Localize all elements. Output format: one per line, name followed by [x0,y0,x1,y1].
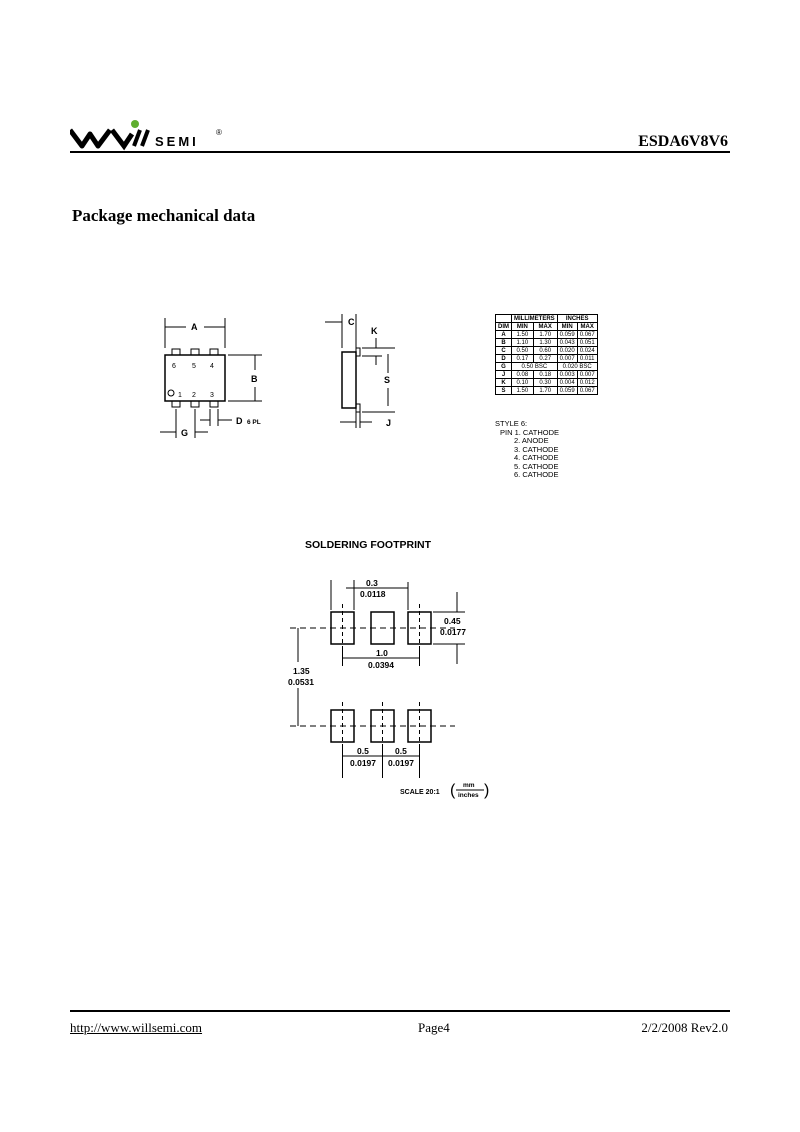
pin-label-3: 3 [210,392,214,399]
pin-style-line: 2. ANODE [514,436,549,445]
cell-mm-min: 1.10 [512,339,534,347]
cell-in-max: 0.012 [577,379,597,387]
cell-in-max: 0.051 [577,339,597,347]
cell-mm-max: 0.60 [533,347,557,355]
table-row [496,379,598,387]
dim-pitch-2-in: 0.0197 [388,758,414,768]
table-row [496,347,598,355]
dim-label-D-note: 6 PL [247,419,261,426]
cell-mm-max: 0.27 [533,355,557,363]
cell-dim: J [496,371,512,379]
scale-label: SCALE 20:1 [400,789,440,796]
cell-in-min: 0.043 [557,339,577,347]
part-number: ESDA6V8V6 [638,133,728,150]
section-title: Package mechanical data [72,206,256,225]
dim-label-K: K [371,326,378,336]
pin-style-line: 6. CATHODE [514,470,559,479]
col-header: MIN [512,323,534,331]
pin-style-line: 3. CATHODE [514,444,559,454]
dim-pitch-double-in: 0.0394 [368,660,394,670]
dim-pad-height-in: 0.0177 [440,627,466,637]
col-header: DIM [496,323,512,331]
group-header-in: INCHES [557,315,597,323]
cell-dim: K [496,379,512,387]
cell-mm-max: 1.30 [533,339,557,347]
cell-mm-max: 1.70 [533,387,557,395]
units-inches: inches [458,792,479,799]
cell-mm-min: 0.08 [512,371,534,379]
col-header: MAX [533,323,557,331]
group-header-mm: MILLIMETERS [512,315,558,323]
website-link[interactable]: http://www.willsemi.com [70,1020,203,1035]
pin-style-block [495,420,559,480]
cell-in-max: 0.067 [577,387,597,395]
header-rule [70,151,730,153]
footprint-pads [290,580,484,790]
table-row [496,339,598,347]
cell-in-max: 0.011 [577,355,597,363]
cell-mm-min: 1.50 [512,387,534,395]
cell-mm-min: 1.50 [512,331,534,339]
cell-dim: A [496,331,512,339]
registered-mark: ® [216,128,222,137]
package-side-view [325,314,395,428]
cell-mm-min: 0.10 [512,379,534,387]
cell-in-max: 0.007 [577,371,597,379]
package-drawing [150,310,420,450]
table-row [496,363,598,371]
cell-mm-max: 0.30 [533,379,557,387]
dim-label-A: A [191,322,198,332]
cell-in-min: 0.007 [557,355,577,363]
soldering-footprint-title: SOLDERING FOOTPRINT [305,539,431,551]
cell-in-min: 0.059 [557,331,577,339]
cell-mm-min: 0.17 [512,355,534,363]
pin-style-line: 5. CATHODE [514,461,559,471]
pin-style-line: 4. CATHODE [514,453,559,462]
dim-row-spacing-mm: 1.35 [293,666,310,676]
pin-label-1: 1 [178,392,182,399]
pin-label-5: 5 [192,363,196,370]
cell-in-min: 0.020 [557,347,577,355]
dim-label-J: J [386,418,392,428]
cell-dim: G [496,363,512,371]
dim-label-S: S [384,375,391,385]
style-title: STYLE 6: [495,419,528,428]
paren-open: ( [450,782,456,799]
dim-pad-height-mm: 0.45 [444,616,461,626]
footer-rule [70,1010,730,1012]
table-row [496,331,598,339]
dim-row-spacing-in: 0.0531 [288,677,314,687]
cell-in-max: 0.067 [577,331,597,339]
logo-text: SEMI [155,134,199,149]
cell-mm-max: 0.18 [533,371,557,379]
revision-date: 2/2/2008 Rev2.0 [641,1020,728,1035]
paren-close: ) [484,782,490,799]
dim-pad-width-mm: 0.3 [366,578,378,588]
cell-in-max: 0.024 [577,347,597,355]
dim-label-C: C [348,317,355,327]
cell-in-bsc: 0.020 BSC [557,363,597,371]
pin-label-6: 6 [172,363,176,370]
cell-dim: D [496,355,512,363]
cell-mm-bsc: 0.50 BSC [512,363,558,371]
soldering-footprint-drawing [280,570,500,805]
dim-pitch-double-mm: 1.0 [376,648,388,658]
page-number: Page4 [418,1020,450,1035]
cell-in-min: 0.004 [557,379,577,387]
pin-style-line: PIN 1. CATHODE [500,427,560,437]
dim-label-B: B [251,374,258,384]
cell-in-min: 0.003 [557,371,577,379]
table-row [496,355,598,363]
col-header: MAX [577,323,597,331]
cell-mm-max: 1.70 [533,331,557,339]
pin-label-2: 2 [192,392,196,399]
cell-dim: S [496,387,512,395]
cell-in-min: 0.059 [557,387,577,395]
dim-pad-width-in: 0.0118 [360,589,386,599]
units-mm: mm [463,782,475,789]
pin-label-4: 4 [210,363,214,370]
dim-pitch-2-mm: 0.5 [395,746,407,756]
dim-label-D: D [236,416,243,426]
dim-label-G: G [181,428,189,438]
dim-pitch-1-in: 0.0197 [350,758,376,768]
table-row [496,371,598,379]
cell-dim: B [496,339,512,347]
table-row [496,387,598,395]
col-header: MIN [557,323,577,331]
cell-dim: C [496,347,512,355]
dim-pitch-1-mm: 0.5 [357,746,369,756]
cell-mm-min: 0.50 [512,347,534,355]
dimension-table [495,314,598,395]
